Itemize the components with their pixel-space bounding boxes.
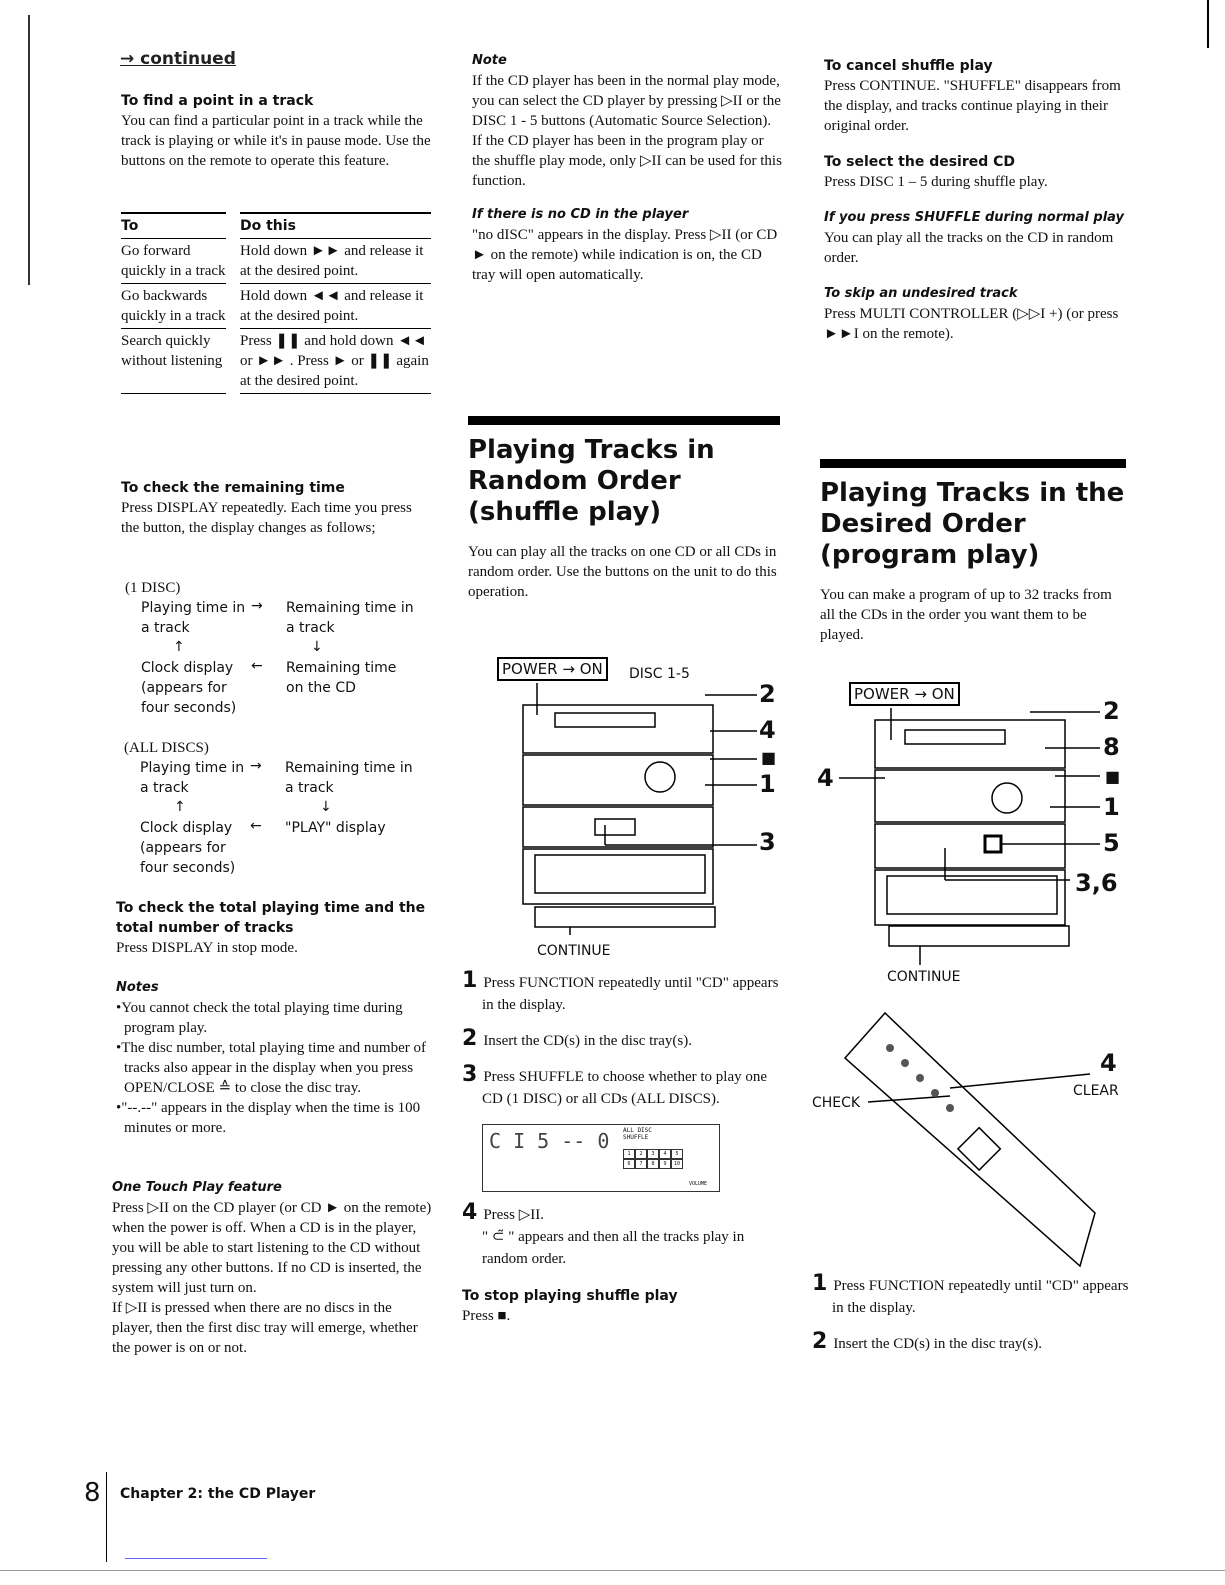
arrow-up-icon: ↑ (173, 639, 185, 655)
continue-label: CONTINUE (887, 969, 961, 985)
paragraph: You can play all the tracks on one CD or all CDs in random order. Use the buttons on the unit to do this operation. (468, 544, 777, 600)
paragraph: "no dISC" appears in the display. Press ▷II (or CD ► on the remote) while indication is on, the CD tray will open automatically. (472, 227, 778, 283)
section-title: To select the desired CD (824, 154, 1016, 170)
note-title: Note (472, 53, 507, 68)
section-title: To check the total playing time and the total number of tracks (116, 900, 426, 936)
notes-title: Notes (116, 980, 159, 995)
unit-figure: POWER → ON DISC 1-5 2 4 ■ 1 3 CONTINUE (495, 655, 785, 965)
stereo-unit-illustration (495, 655, 785, 935)
paragraph: You can find a particular point in a track while the track is playing or while it's in pause mode. Use the buttons on the remote to operate this feature. (121, 113, 431, 169)
unit-figure-program: POWER → ON 4 2 8 ■ 1 5 3,6 CONTINUE (815, 680, 1125, 990)
step-4: 4 Press ▷II. " ⊂̃ " appears and then all the tracks play in random order. (462, 1200, 745, 1267)
arrow-down-icon: ↓ (311, 639, 323, 655)
remote-control-illustration (810, 1008, 1130, 1270)
stereo-unit-illustration (815, 680, 1125, 970)
note-item: •The disc number, total playing time and number of tracks also appear in the display when you press OPEN/CLOSE ≙ to close the disc tray. (116, 1040, 426, 1096)
heading-rule (468, 416, 780, 425)
arrow-down-icon: ↓ (320, 799, 332, 815)
section-title: To stop playing shuffle play (462, 1288, 678, 1304)
paragraph: Press ■. (462, 1308, 511, 1324)
paragraph: Press DISPLAY in stop mode. (116, 940, 298, 956)
paragraph: You can make a program of up to 32 tracks from all the CDs in the order you want them to be played. (820, 587, 1112, 643)
heading-rule (820, 459, 1126, 468)
arrow-left-icon: ← (251, 658, 263, 674)
scan-edge (1207, 0, 1209, 48)
clear-label: CLEAR (1073, 1083, 1119, 1099)
note-item: •"--.--" appears in the display when the time is 100 minutes or more. (116, 1100, 421, 1136)
section-title: To find a point in a track (121, 93, 314, 109)
display-flow-1disc: (1 DISC) Playing time in a track → Remaining time in a track ↑ ↓ Clock display (appears for four seconds) ← Remaining time on the CD (125, 580, 414, 716)
power-label: POWER → ON (497, 657, 608, 681)
arrow-up-icon: ↑ (174, 799, 186, 815)
table-row: Go backwards quickly in a track Hold down ◄◄ and release it at the desired point. (121, 284, 431, 329)
step-1: 1 Press FUNCTION repeatedly until "CD" appears in the display. (812, 1271, 1129, 1316)
heading-shuffle-play: Playing Tracks in Random Order (shuffle play) (468, 435, 715, 527)
remote-figure: CHECK CLEAR 4 (810, 1008, 1130, 1270)
paragraph: You can play all the tracks on the CD in random order. (824, 230, 1114, 266)
search-table (121, 212, 431, 394)
arrow-right-icon: → (250, 758, 262, 774)
paragraph: If the CD player has been in the program play or the shuffle play mode, only ▷II can be used for this function. (472, 133, 782, 189)
paragraph: Press DISC 1 – 5 during shuffle play. (824, 174, 1048, 190)
disc-label: DISC 1-5 (629, 666, 690, 682)
arrow-left-icon: ← (250, 818, 262, 834)
table-row: Search quickly without listening Press ❚❚ and hold down ◄◄ or ►► . Press ► or ❚❚ again at the desired point. (121, 329, 431, 394)
step-1: 1 Press FUNCTION repeatedly until "CD" appears in the display. (462, 968, 779, 1013)
scan-line (0, 1570, 1225, 1571)
section-title: If you press SHUFFLE during normal play (824, 210, 1125, 225)
section-title: If there is no CD in the player (472, 207, 689, 222)
footer-divider (106, 1472, 107, 1562)
heading-program-play: Playing Tracks in the Desired Order (program play) (820, 478, 1125, 570)
section-title: To check the remaining time (121, 480, 345, 496)
lcd-display-illustration: C I 5 -- 0 ALL DISC SHUFFLE VOLUME 1 2 3 4 5 6 7 8 9 10 (482, 1124, 720, 1192)
page-number: 8 (84, 1478, 101, 1508)
check-label: CHECK (812, 1095, 861, 1111)
section-title: To skip an undesired track (824, 286, 1018, 301)
table-row: Go forward quickly in a track Hold down ►► and release it at the desired point. (121, 239, 431, 284)
paragraph: Press CONTINUE. "SHUFFLE" disappears from the display, and tracks continue playing in their original order. (824, 78, 1121, 134)
scan-edge (28, 15, 30, 285)
continue-label: CONTINUE (537, 943, 611, 959)
continued-label: → continued (120, 49, 236, 69)
step-2: 2 Insert the CD(s) in the disc tray(s). (812, 1329, 1043, 1354)
power-label: POWER → ON (849, 682, 960, 706)
paragraph: Press DISPLAY repeatedly. Each time you press the button, the display changes as follows; (121, 500, 412, 536)
step-2: 2 Insert the CD(s) in the disc tray(s). (462, 1026, 693, 1051)
note-item: •You cannot check the total playing time during program play. (116, 1000, 403, 1036)
table-header: To Do this (121, 213, 431, 239)
paragraph: If ▷II is pressed when there are no discs in the player, then the first disc tray will emerge, whether the power is on or not. (112, 1300, 418, 1356)
section-title: One Touch Play feature (112, 1180, 282, 1195)
step-3: 3 Press SHUFFLE to choose whether to play one CD (1 DISC) or all CDs (ALL DISCS). (462, 1062, 768, 1107)
paragraph: Press ▷II on the CD player (or CD ► on the remote) when the power is off. When a CD is in the player, you will be able to start listening to the CD without pressing any other buttons. If no CD is inserted, the system will just turn on. (112, 1200, 432, 1296)
paragraph: Press MULTI CONTROLLER (▷▷I +) (or press ►►I on the remote). (824, 306, 1119, 342)
section-title: To cancel shuffle play (824, 58, 993, 74)
scan-line (125, 1558, 267, 1559)
paragraph: If the CD player has been in the normal play mode, you can select the CD player by pressing ▷II or the DISC 1 - 5 buttons (Automatic Source Selection). (472, 73, 781, 129)
arrow-right-icon: → (251, 598, 263, 614)
display-flow-alldiscs: (ALL DISCS) Playing time in a track → Remaining time in a track ↑ ↓ Clock display (appears for four seconds) ← "PLAY" display (124, 740, 413, 876)
chapter-label: Chapter 2: the CD Player (120, 1486, 316, 1502)
